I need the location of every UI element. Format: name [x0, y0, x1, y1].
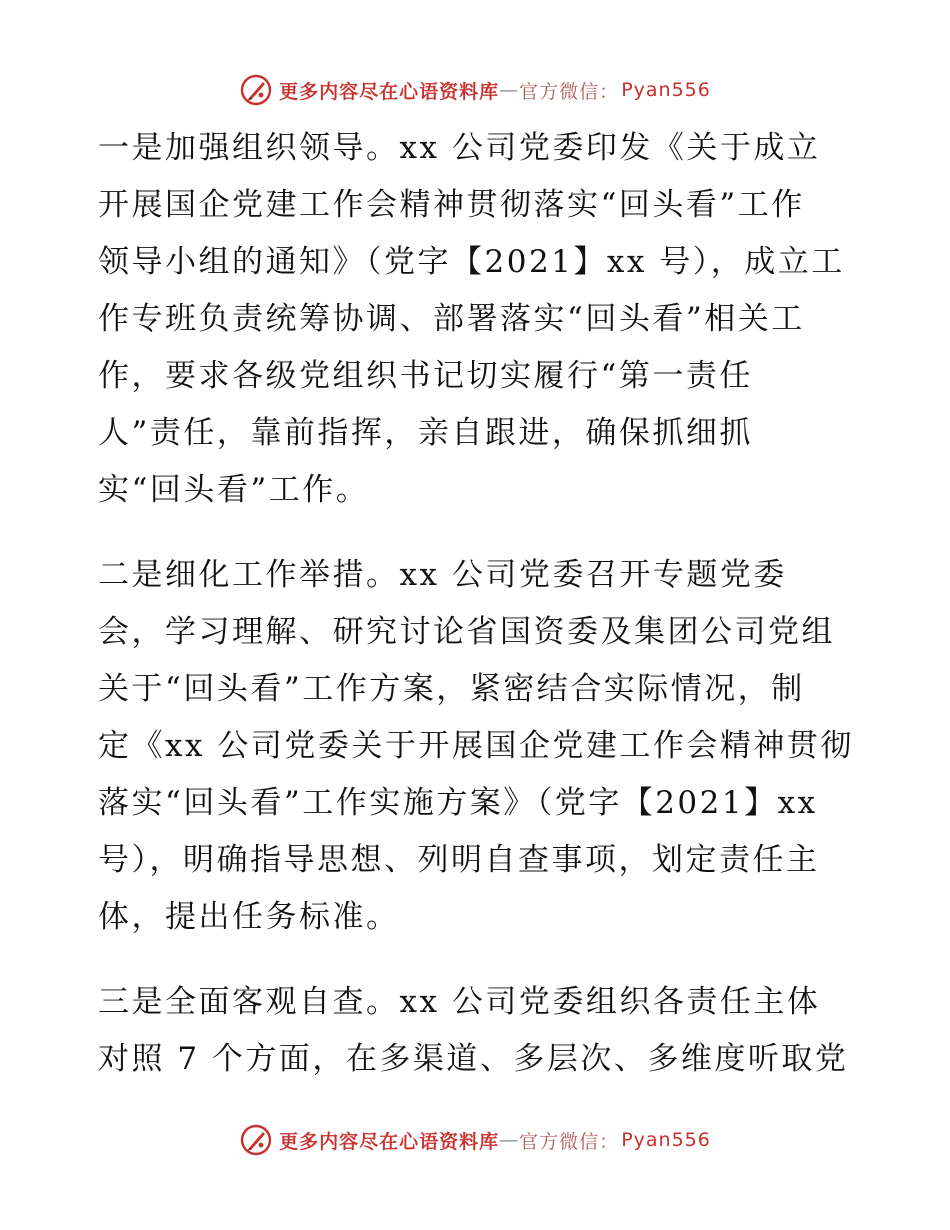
text-line: 会，学习理解、研究讨论省国资委及集团公司党组	[98, 614, 835, 650]
quill-logo-icon	[239, 73, 273, 107]
paragraph-measures	[98, 547, 858, 946]
text-line: 落实“回头看”工作实施方案》（党字【2021】xx	[98, 785, 818, 821]
footer-banner-text	[279, 1127, 711, 1154]
text-line: 二是细化工作举措。xx 公司党委召开专题党委	[98, 557, 787, 593]
header-banner	[0, 70, 950, 110]
text-line: 作，要求各级党组织书记切实履行“第一责任	[98, 358, 753, 394]
footer-banner-wechat-id: Pyan556	[621, 1129, 711, 1151]
header-banner-wechat-id: Pyan556	[621, 79, 711, 101]
text-line: 一是加强组织领导。xx 公司党委印发《关于成立	[98, 130, 821, 166]
text-line: 体，提出任务标准。	[98, 899, 400, 935]
text-line: 号），明确指导思想、列明自查事项，划定责任主	[98, 842, 820, 878]
quill-logo-icon	[239, 1123, 273, 1157]
text-line: 领导小组的通知》（党字【2021】xx 号），成立工	[98, 244, 845, 280]
footer-banner-official: 官方微信：	[519, 1130, 620, 1153]
document-body	[98, 120, 858, 1116]
text-line: 定《xx 公司党委关于开展国企党建工作会精神贯彻	[98, 728, 854, 764]
text-line: 开展国企党建工作会精神贯彻落实“回头看”工作	[98, 187, 805, 223]
header-banner-main: 更多内容尽在心语资料库	[279, 80, 500, 103]
text-line: 三是全面客观自查。xx 公司党委组织各责任主体	[98, 984, 821, 1020]
footer-banner-main: 更多内容尽在心语资料库	[279, 1130, 500, 1153]
text-line: 作专班负责统筹协调、部署落实“回头看”相关工	[98, 301, 805, 337]
text-line: 实“回头看”工作。	[98, 472, 370, 508]
text-line: 关于“回头看”工作方案，紧密结合实际情况，制	[98, 671, 805, 707]
text-line: 人”责任，靠前指挥，亲自跟进，确保抓细抓	[98, 415, 753, 451]
text-line: 对照 7 个方面，在多渠道、多层次、多维度听取党	[98, 1041, 849, 1077]
footer-banner	[0, 1120, 950, 1160]
footer-banner-dash: —	[499, 1129, 520, 1151]
paragraph-organization	[98, 120, 858, 519]
paragraph-self-check	[98, 974, 858, 1088]
header-banner-official: 官方微信：	[519, 80, 620, 103]
header-banner-text	[279, 77, 711, 104]
header-banner-dash: —	[499, 79, 520, 101]
